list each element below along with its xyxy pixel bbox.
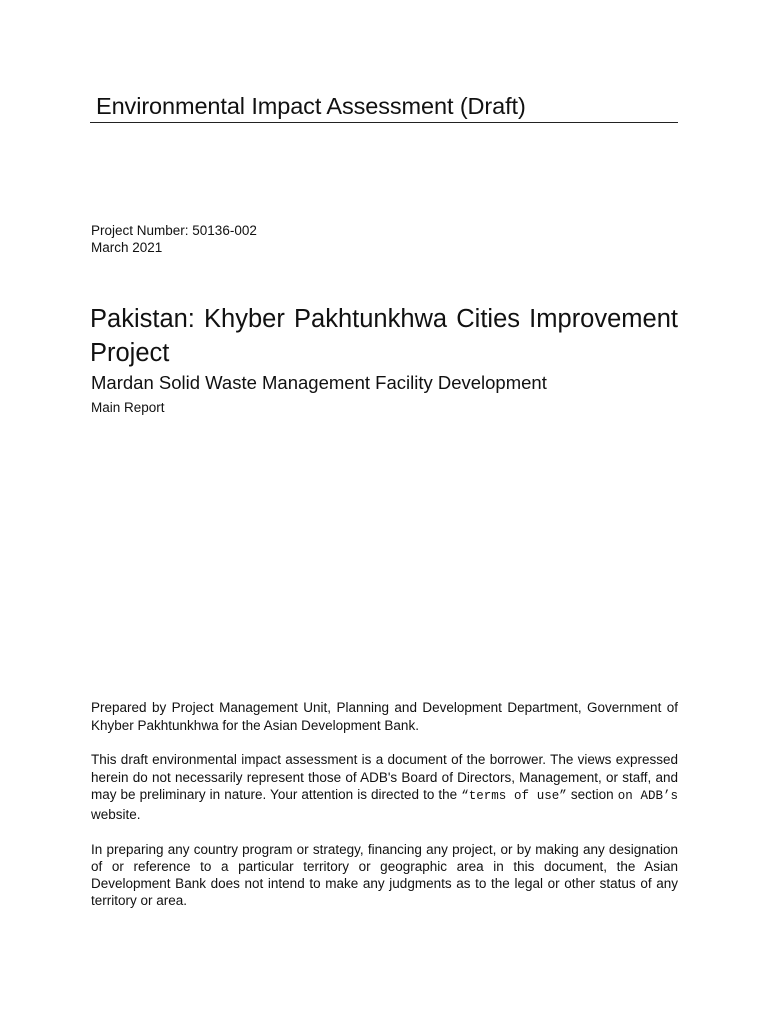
territory-note-paragraph: In preparing any country program or strategy, financing any project, or by making any designation of or reference to a particular territory or geographic area in this document, the Asian Development Bank does not intend to make any judgments as to the legal or other status of any territory or area. [91, 842, 678, 908]
document-heading [90, 92, 678, 123]
disclaimer-text-on: on ADB’s [617, 789, 678, 803]
report-type: Main Report [91, 400, 165, 415]
report-date: March 2021 [91, 240, 163, 255]
terms-of-use-link[interactable]: “terms of use” [461, 789, 567, 803]
disclaimer-text-3: website. [91, 806, 141, 822]
project-meta [91, 222, 257, 256]
disclaimer-text-1: This draft environmental impact assessment is a document of the borrower. The views expressed herein do not necessarily represent those of ADB's Board of Directors, Management, or staff, and may be preliminary in nature. Your attention is directed to the [91, 752, 678, 802]
document-title: Environmental Impact Assessment (Draft) [96, 93, 526, 119]
disclaimer-paragraph [91, 751, 678, 823]
project-subtitle: Mardan Solid Waste Management Facility Development [91, 372, 547, 393]
disclaimer-text-2: section [566, 787, 618, 802]
project-title: Pakistan: Khyber Pakhtunkhwa Cities Improvement Project [90, 305, 678, 367]
prepared-by-paragraph: Prepared by Project Management Unit, Planning and Development Department, Government of Khyber Pakhtunkhwa for the Asian Development Bank. [91, 700, 678, 733]
project-number: Project Number: 50136-002 [91, 223, 257, 238]
